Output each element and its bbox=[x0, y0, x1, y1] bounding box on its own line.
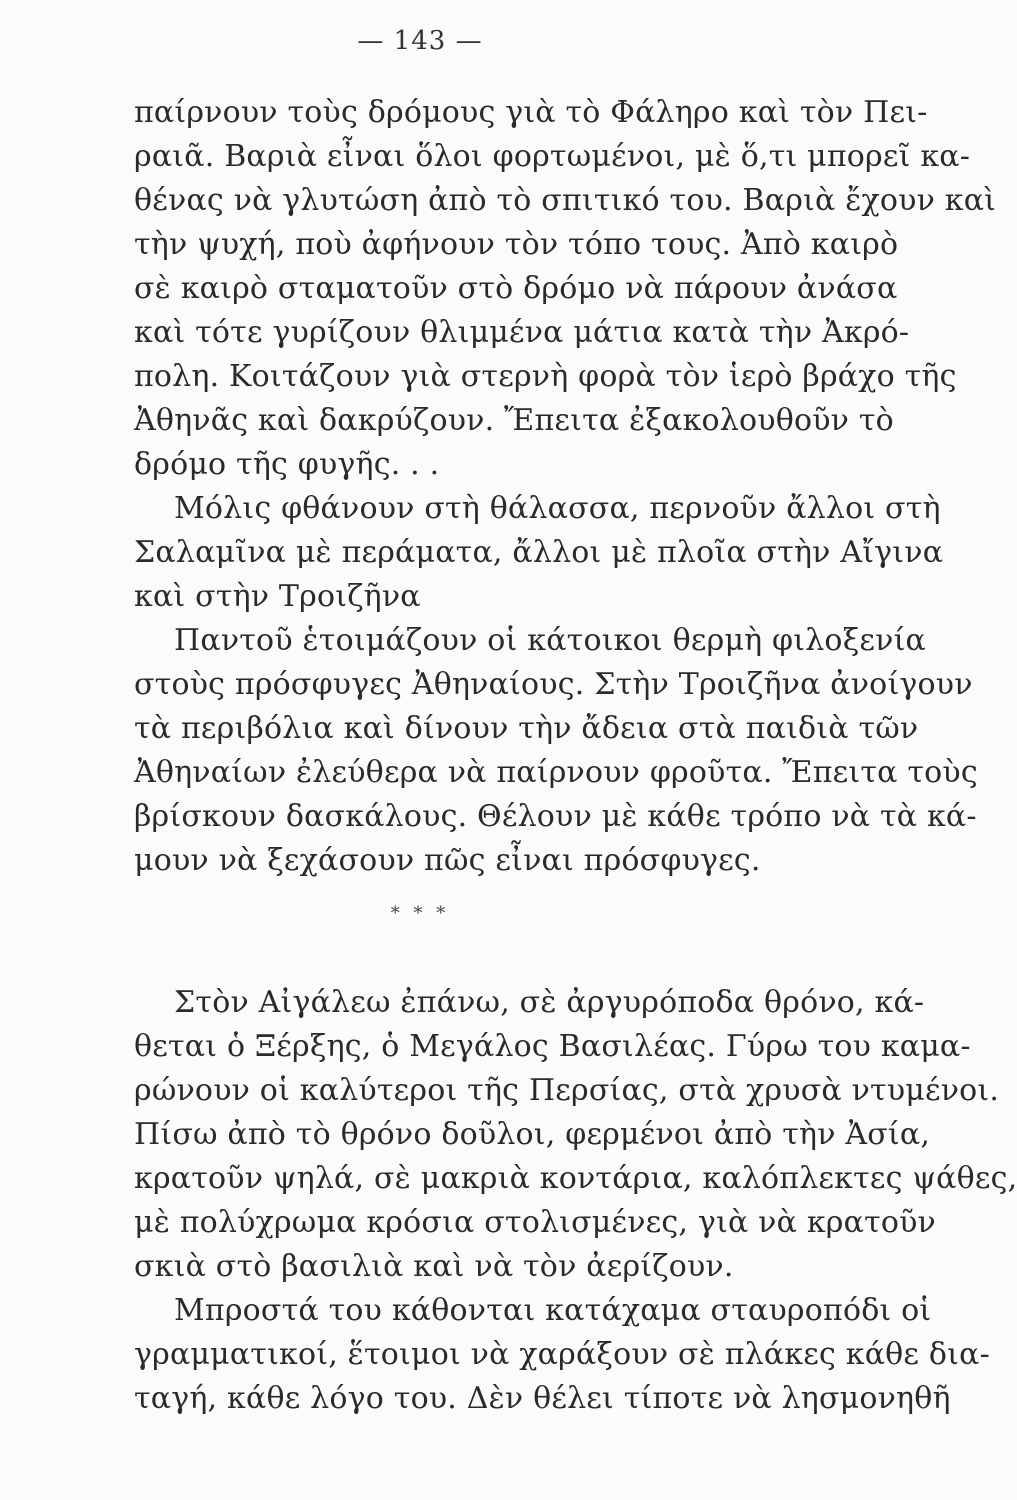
text-line: στοὺς πρόσφυγες Ἀθηναίους. Στὴν Τροιζῆνα ἀνοίγουν bbox=[134, 667, 973, 702]
text-line: ταγή, κάθε λόγο του. Δὲν θέλει τίποτε νὰ λησμονηθῆ bbox=[134, 1381, 951, 1416]
text-line: ραιᾶ. Βαριὰ εἶναι ὅλοι φορτωμένοι, μὲ ὅ,τι μπορεῖ κα- bbox=[134, 139, 971, 174]
text-line: μουν νὰ ξεχάσουν πῶς εἶναι πρόσφυγες. bbox=[134, 843, 761, 878]
text-line: βρίσκουν δασκάλους. Θέλουν μὲ κάθε τρόπο νὰ τὰ κά- bbox=[134, 799, 977, 834]
text-line: δρόμο τῆς φυγῆς. . . bbox=[134, 447, 440, 482]
text-line: καὶ τότε γυρίζουν θλιμμένα μάτια κατὰ τὴν Ἀκρό- bbox=[134, 315, 910, 350]
text-line: καὶ στὴν Τροιζῆνα bbox=[134, 579, 421, 614]
text-line: παίρνουν τοὺς δρόμους γιὰ τὸ Φάληρο καὶ τὸν Πει- bbox=[134, 95, 928, 130]
text-line: Μόλις φθάνουν στὴ θάλασσα, περνοῦν ἄλλοι στὴ bbox=[174, 491, 941, 526]
section-separator: * * * bbox=[390, 903, 450, 924]
text-line: θεται ὁ Ξέρξης, ὁ Μεγάλος Βασιλέας. Γύρω του καμα- bbox=[134, 1029, 971, 1064]
text-line: Ἀθηνᾶς καὶ δακρύζουν. Ἔπειτα ἐξακολουθοῦν τὸ bbox=[134, 403, 894, 438]
text-line: Στὸν Αἰγάλεω ἐπάνω, σὲ ἀργυρόποδα θρόνο, κά- bbox=[174, 985, 925, 1020]
text-line: Ἀθηναίων ἐλεύθερα νὰ παίρνουν φροῦτα. Ἔπειτα τοὺς bbox=[134, 755, 978, 790]
text-line: μὲ πολύχρωμα κρόσια στολισμένες, γιὰ νὰ κρατοῦν bbox=[134, 1205, 936, 1240]
text-line: τὴν ψυχή, ποὺ ἀφήνουν τὸν τόπο τους. Ἀπὸ καιρὸ bbox=[134, 227, 899, 262]
text-line: ρώνουν οἱ καλύτεροι τῆς Περσίας, στὰ χρυσὰ ντυμένοι. bbox=[134, 1073, 1000, 1108]
text-line: Πίσω ἀπὸ τὸ θρόνο δοῦλοι, φερμένοι ἀπὸ τὴν Ἀσία, bbox=[134, 1117, 931, 1152]
page-number: — 143 — bbox=[357, 26, 483, 56]
text-line: θένας νὰ γλυτώση ἀπὸ τὸ σπιτικό του. Βαριὰ ἔχουν καὶ bbox=[134, 183, 997, 218]
text-line: κρατοῦν ψηλά, σὲ μακριὰ κοντάρια, καλόπλεκτες ψάθες, bbox=[134, 1161, 1017, 1196]
text-line: Μπροστά του κάθονται κατάχαμα σταυροπόδι οἱ bbox=[174, 1293, 932, 1328]
text-line: γραμματικοί, ἕτοιμοι νὰ χαράξουν σὲ πλάκες κάθε δια- bbox=[134, 1337, 990, 1372]
text-line: Παντοῦ ἑτοιμάζουν οἱ κάτοικοι θερμὴ φιλοξενία bbox=[174, 623, 927, 658]
text-line: Σαλαμῖνα μὲ περάματα, ἄλλοι μὲ πλοῖα στὴν Αἴγινα bbox=[134, 535, 944, 570]
text-line: σὲ καιρὸ σταματοῦν στὸ δρόμο νὰ πάρουν ἀνάσα bbox=[134, 271, 898, 306]
text-line: σκιὰ στὸ βασιλιὰ καὶ νὰ τὸν ἀερίζουν. bbox=[134, 1249, 734, 1284]
text-line: τὰ περιβόλια καὶ δίνουν τὴν ἄδεια στὰ παιδιὰ τῶν bbox=[134, 711, 919, 746]
text-line: πολη. Κοιτάζουν γιὰ στερνὴ φορὰ τὸν ἱερὸ βράχο τῆς bbox=[134, 359, 957, 394]
